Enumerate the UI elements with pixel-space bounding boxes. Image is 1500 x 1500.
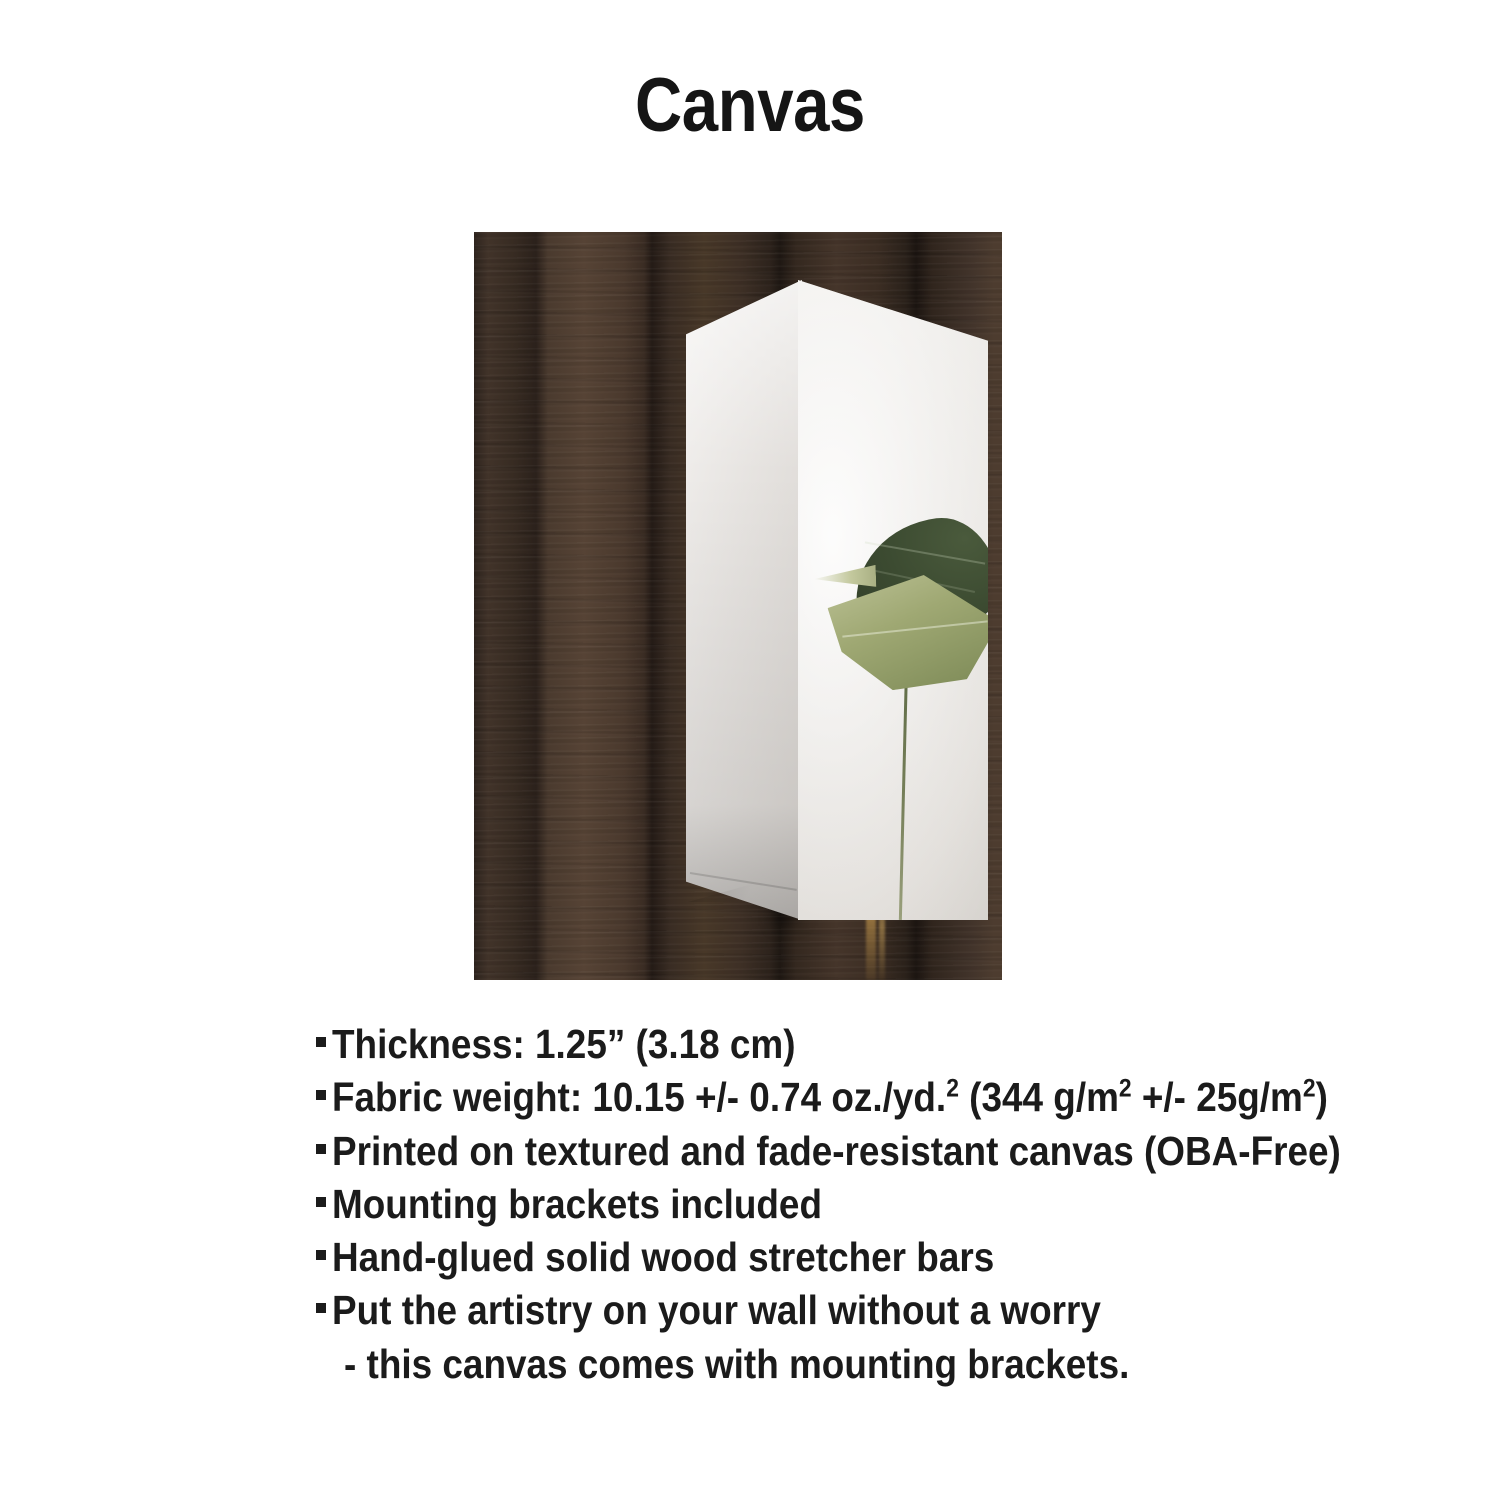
- bullet-icon: [316, 1197, 326, 1207]
- page-title: Canvas: [635, 63, 865, 148]
- bullet-icon: [316, 1037, 326, 1047]
- spec-fabric-weight-part4: ): [1315, 1074, 1328, 1121]
- bullet-icon: [316, 1090, 326, 1100]
- spec-fabric-weight-sup1: 2: [946, 1074, 959, 1103]
- list-item: [316, 1125, 1496, 1178]
- spec-label: Printed on textured and fade-resistant canvas (OBA-Free): [332, 1127, 1341, 1174]
- spec-label: Put the artistry on your wall without a worry: [332, 1287, 1101, 1334]
- bullet-icon: [316, 1144, 326, 1154]
- spec-fabric-weight-part1: Fabric weight: 10.15 +/- 0.74 oz./yd.: [332, 1074, 947, 1121]
- list-item: [316, 1284, 1496, 1337]
- spec-list: [316, 1018, 1496, 1391]
- canvas-side-shading: [686, 280, 802, 920]
- list-item: [316, 1018, 1496, 1071]
- spec-label-fabric-weight: [332, 1071, 1328, 1124]
- bullet-icon: [316, 1250, 326, 1260]
- spec-label: Thickness: 1.25” (3.18 cm): [332, 1021, 796, 1067]
- spec-label-continuation: - this canvas comes with mounting brackets.: [344, 1340, 1130, 1387]
- spec-fabric-weight-part3: +/- 25g/m: [1131, 1074, 1303, 1121]
- bullet-icon: [316, 1303, 326, 1313]
- list-item: [316, 1071, 1496, 1124]
- spec-label: Mounting brackets included: [332, 1180, 822, 1227]
- spec-fabric-weight-sup3: 2: [1302, 1074, 1316, 1103]
- spec-fabric-weight-part2: (344 g/m: [958, 1074, 1119, 1121]
- canvas-front-face: [798, 280, 988, 920]
- list-item: [316, 1231, 1496, 1284]
- spec-label: Hand-glued solid wood stretcher bars: [332, 1234, 995, 1281]
- canvas-print: [686, 280, 986, 920]
- canvas-product-photo: [474, 232, 1002, 980]
- spec-fabric-weight-sup2: 2: [1118, 1074, 1132, 1103]
- list-item: [316, 1178, 1496, 1231]
